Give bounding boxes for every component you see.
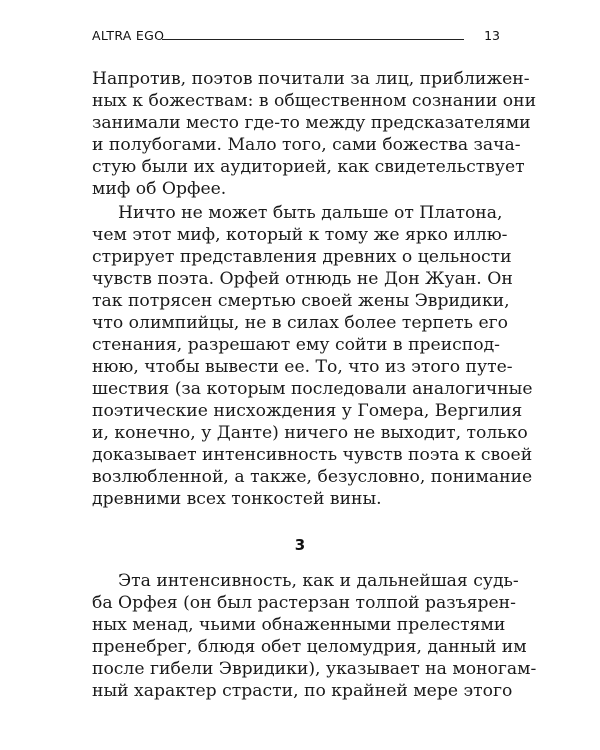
text-line: чувств поэта. Орфей отнюдь не Дон Жуан. Он [92, 269, 513, 289]
text-line: древними всех тонкостей вины. [92, 489, 382, 509]
text-line: поэтические нисхождения у Гомера, Вергилия [92, 401, 523, 421]
running-title: ALTRA EGO [92, 28, 165, 43]
text-line: стую были их аудиторией, как свидетельствует [92, 157, 525, 177]
text-line: миф об Орфее. [92, 179, 227, 199]
section-heading: 3 [294, 536, 306, 554]
header-rule [162, 39, 464, 40]
text-line: чем этот миф, который к тому же ярко иллю- [92, 225, 508, 245]
text-line: так потрясен смертью своей жены Эвридики, [92, 291, 510, 311]
text-line: Напротив, поэтов почитали за лиц, приближен- [92, 69, 530, 89]
running-header [92, 26, 500, 46]
page-number: 13 [484, 28, 500, 43]
text-line: ба Орфея (он был растерзан толпой разъярен- [92, 593, 516, 613]
text-line: Ничто не может быть дальше от Платона, [118, 203, 503, 223]
text-line: шествия (за которым последовали аналогичные [92, 379, 533, 399]
text-line: ных к божествам: в общественном сознании они [92, 91, 537, 111]
text-line: после гибели Эвридики), указывает на моногам- [92, 659, 537, 679]
text-line: возлюбленной, а также, безусловно, понимание [92, 467, 533, 487]
text-line: стенания, разрешают ему сойти в преиспод- [92, 335, 500, 355]
text-line: что олимпийцы, не в силах более терпеть его [92, 313, 509, 333]
text-line: ный характер страсти, по крайней мере этого [92, 681, 513, 701]
text-line: и полубогами. Мало того, сами божества зача- [92, 135, 521, 155]
text-line: пренебрег, блюдя обет целомудрия, данный им [92, 637, 527, 657]
text-line: ных менад, чьими обнаженными прелестями [92, 615, 506, 635]
text-line: занимали место где-то между предсказателями [92, 113, 531, 133]
text-line: доказывает интенсивность чувств поэта к своей [92, 445, 533, 465]
text-line: нюю, чтобы вывести ее. То, что из этого путе- [92, 357, 513, 377]
text-line: и, конечно, у Данте) ничего не выходит, только [92, 423, 528, 443]
text-line: стрирует представления древних о цельности [92, 247, 512, 267]
text-line: Эта интенсивность, как и дальнейшая судь- [118, 571, 519, 591]
